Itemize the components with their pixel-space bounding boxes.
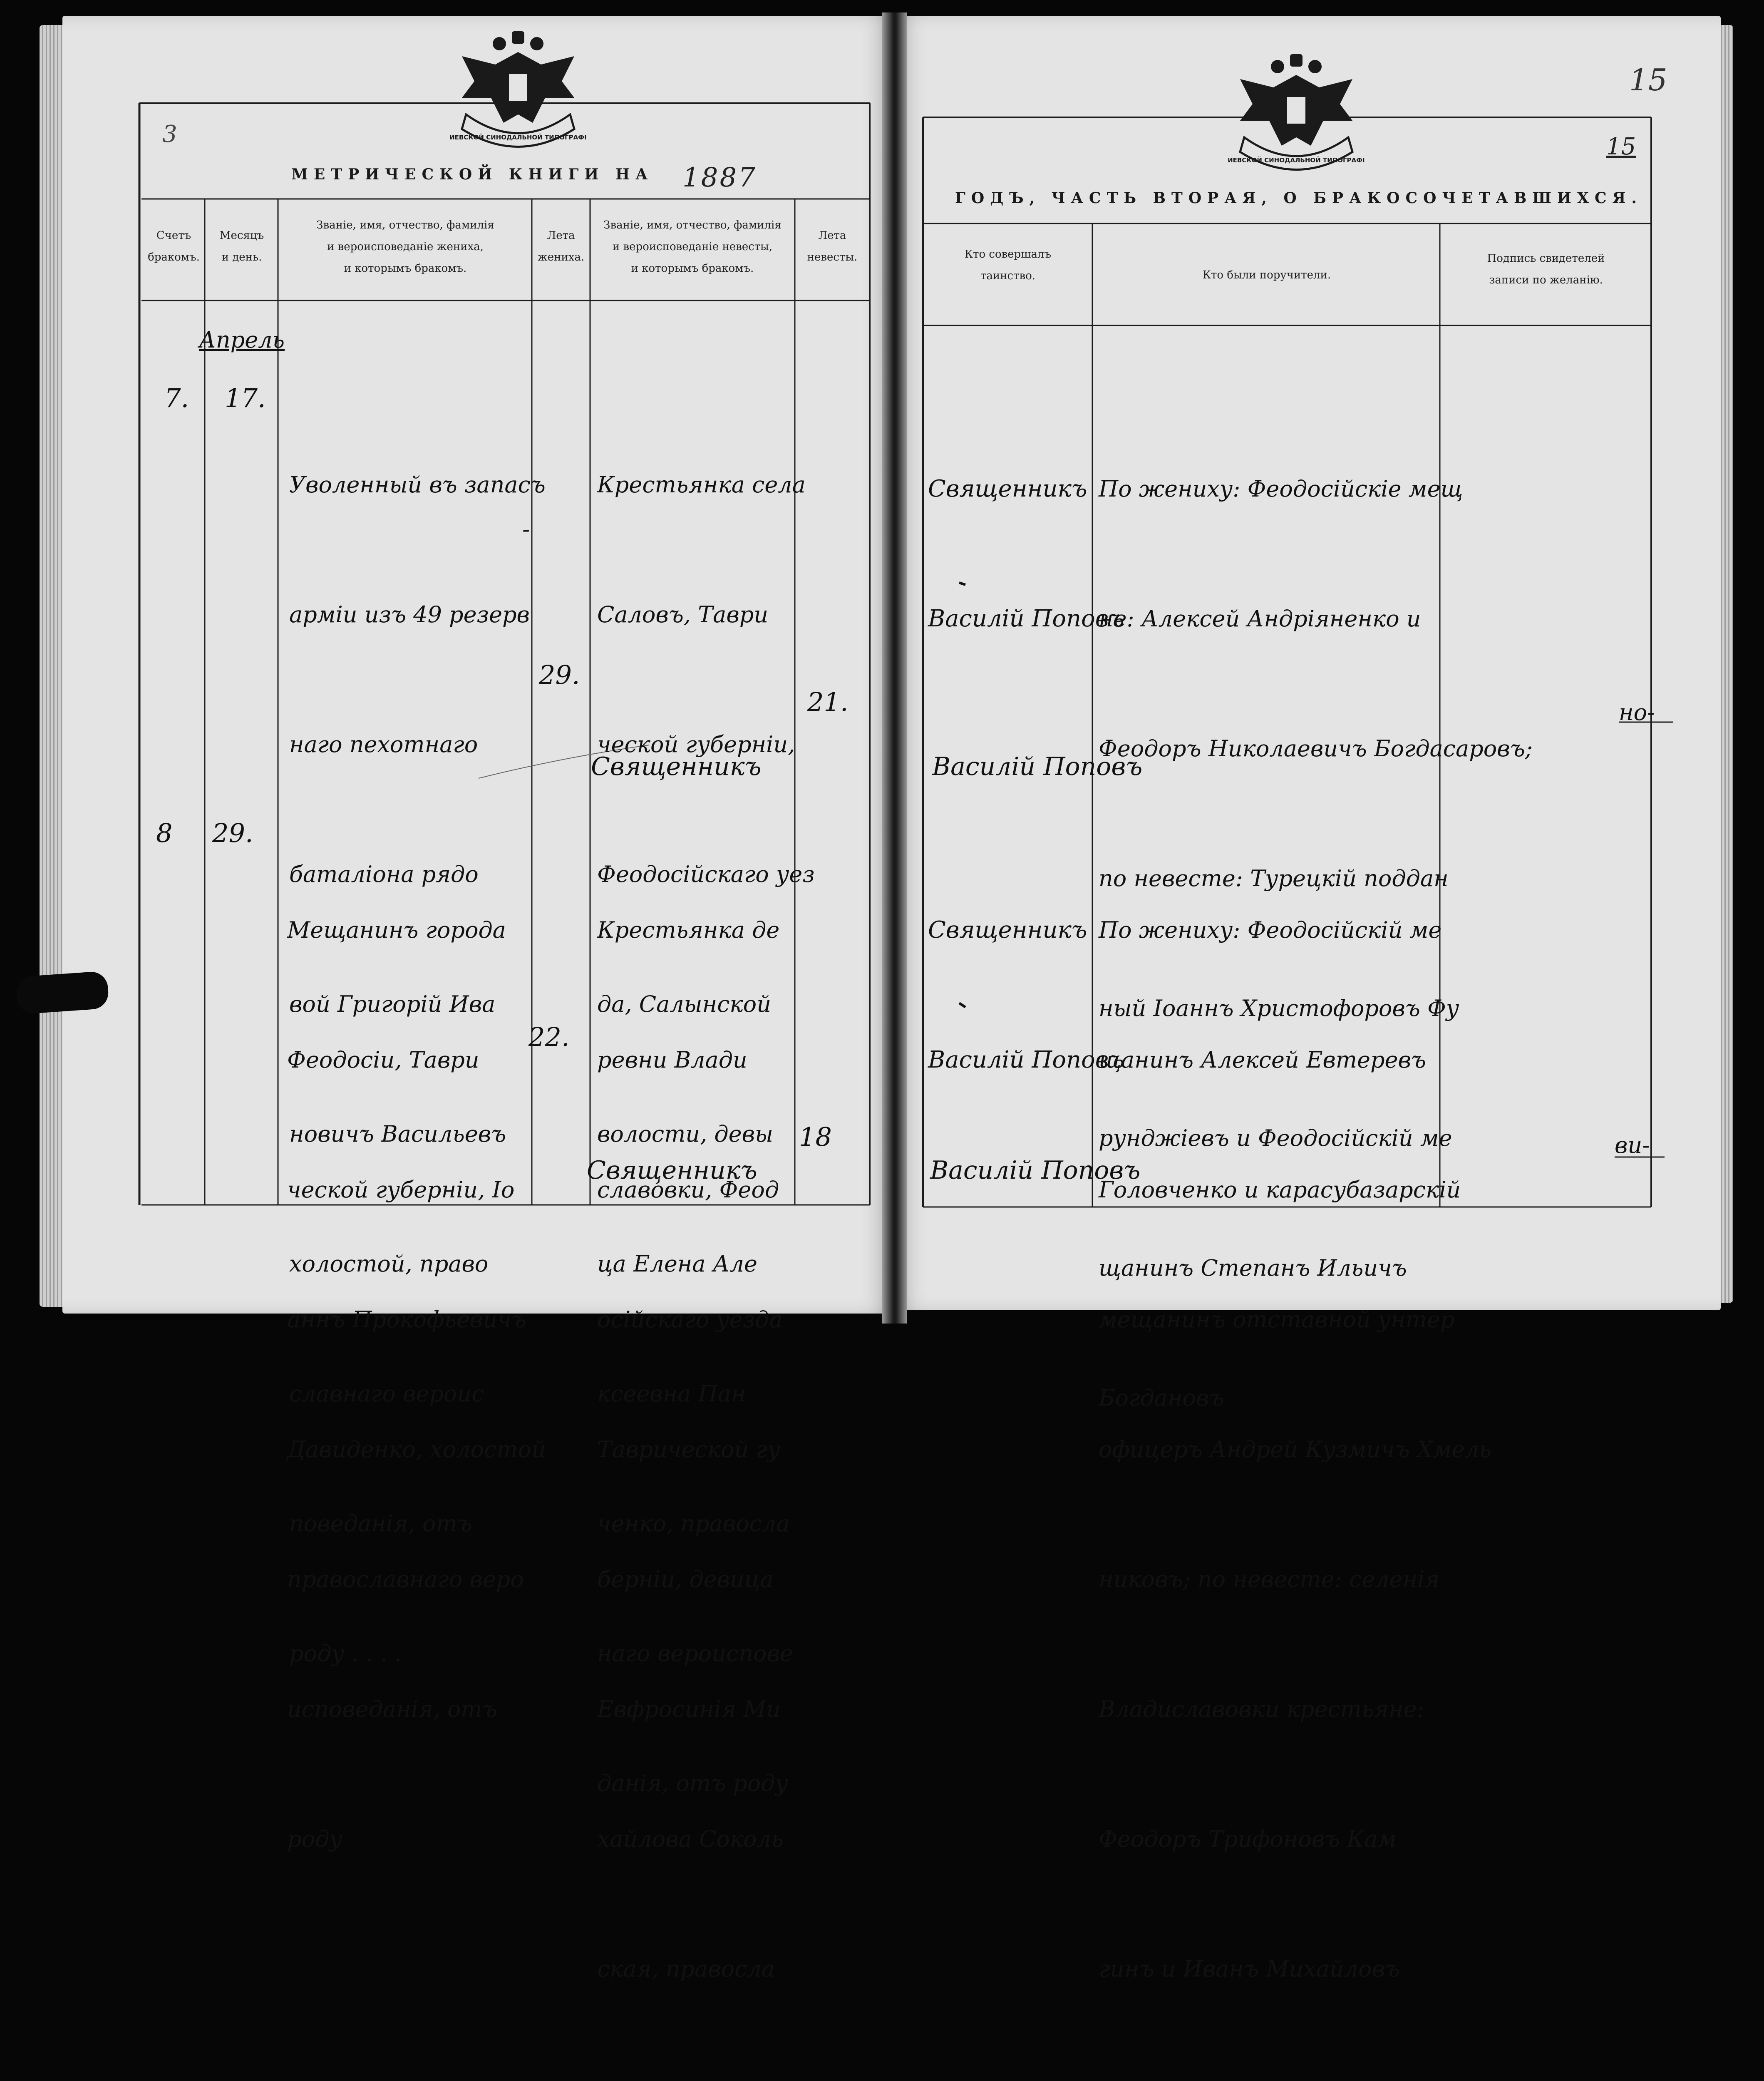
column-header-groom-age: Лета жениха.	[537, 229, 585, 263]
officiant-signature: Василій Поповъ	[932, 752, 1143, 781]
groom-description: Уволенный въ запасъ арміи изъ 49 резерв наго пехотнаго баталіона рядо вой Григорій Ива новичъ Васильевъ холостой, право славнаго вероис поведанія, отъ роду . . . .	[289, 472, 546, 1666]
left-page-title: МЕТРИЧЕСКОЙ КНИГИ НА	[291, 166, 654, 183]
margin-mark: ви-	[1615, 1132, 1650, 1158]
groom-age: 22.	[528, 1022, 570, 1052]
column-header-sureties: Кто были поручители.	[1202, 269, 1331, 281]
officiant: Священникъ Василій Поповъ	[928, 475, 1124, 632]
imperial-eagle-emblem-left	[449, 27, 587, 162]
folio-number-underlined: 15	[1606, 133, 1636, 160]
margin-mark: но-	[1619, 699, 1655, 725]
bride-description: Крестьянка села Саловъ, Таври ческой губерніи, Феодосійскаго уез да, Салынской волости, девы ца Елена Але ксеевна Пан ченко, правосла наго вероиспове данія, отъ роду	[597, 472, 815, 1796]
column-header-witness-signatures: Подпись свидетелей записи по желанію.	[1487, 252, 1605, 286]
bride-age: 21.	[807, 687, 849, 717]
column-header-count: Счетъ бракомъ.	[148, 229, 200, 263]
priest-signature: Священникъ	[587, 1156, 757, 1185]
emblem-banner-text: КИЕВСКОЙ СИНОДАЛЬНОЙ ТИПОГРАФІИ	[1228, 156, 1365, 164]
entry-number: 8	[156, 818, 173, 848]
sureties: По жениху: Феодосійскіе мещ не: Алексей Андріяненко и Феодоръ Николаевичъ Богдасаровъ; по невесте: Турецкій поддан ный Іоаннъ Христофоровъ Фу рунджіевъ и Феодосійскій ме щанинъ Степанъ Ильичъ Богдановъ	[1099, 476, 1533, 1411]
entry-day: 29.	[212, 818, 253, 848]
groom-dash: -	[522, 516, 530, 542]
corner-note: 3	[162, 121, 177, 148]
priest-signature: Священникъ	[591, 752, 762, 781]
groom-description: Мещанинъ города Феодосіи, Таври ческой губерніи, Іо аннъ Прокофьевичъ Давиденко, холостой православнаго веро исповеданія, отъ роду	[287, 917, 546, 1852]
bride-description: Крестьянка де ревни Влади славовки, Феод осійскаго уезда Таврической гу берніи, девица Евфросинія Ми хайлова Соколь ская, правосла	[597, 917, 784, 1982]
column-header-bride: Званіе, имя, отчество, фамилія и вероисповеданіе невесты, и которымъ бракомъ.	[603, 219, 782, 275]
groom-age: 29.	[539, 660, 580, 690]
entry-day: 17.	[225, 383, 266, 413]
bride-age: 18	[799, 1122, 832, 1152]
imperial-eagle-emblem-right	[1228, 50, 1365, 185]
right-page-title: ГОДЪ, ЧАСТЬ ВТОРАЯ, О БРАКОСОЧЕТАВШИХСЯ.	[955, 189, 1642, 207]
column-header-month-day: Месяцъ и день.	[219, 229, 264, 263]
officiant: Священникъ Василій Поповъ	[928, 916, 1124, 1073]
register-year: 1887	[682, 162, 757, 193]
emblem-banner-text: КИЕВСКОЙ СИНОДАЛЬНОЙ ТИПОГРАФІИ	[449, 134, 587, 141]
column-header-officiant: Кто совершалъ таинство.	[964, 248, 1052, 282]
month-label: Апрель	[199, 327, 285, 353]
folio-number: 15	[1629, 62, 1667, 97]
column-header-bride-age: Лета невесты.	[807, 229, 858, 263]
column-header-groom: Званіе, имя, отчество, фамилія и вероисповеданіе жениха, и которымъ бракомъ.	[316, 219, 494, 275]
entry-number: 7.	[164, 383, 189, 413]
sureties: По жениху: Феодосійскій ме щанинъ Алексей Евтеревъ Головченко и карасубазарскій мещанинъ отставной унтер офицеръ Андрей Кузмичъ Хмель никовъ; по невесте: селенія Владиславовки крестьяне: Феодоръ Трифоновъ Кам гинъ и Иванъ Михайловъ	[1099, 917, 1491, 1982]
officiant-signature: Василій Поповъ	[930, 1156, 1141, 1185]
